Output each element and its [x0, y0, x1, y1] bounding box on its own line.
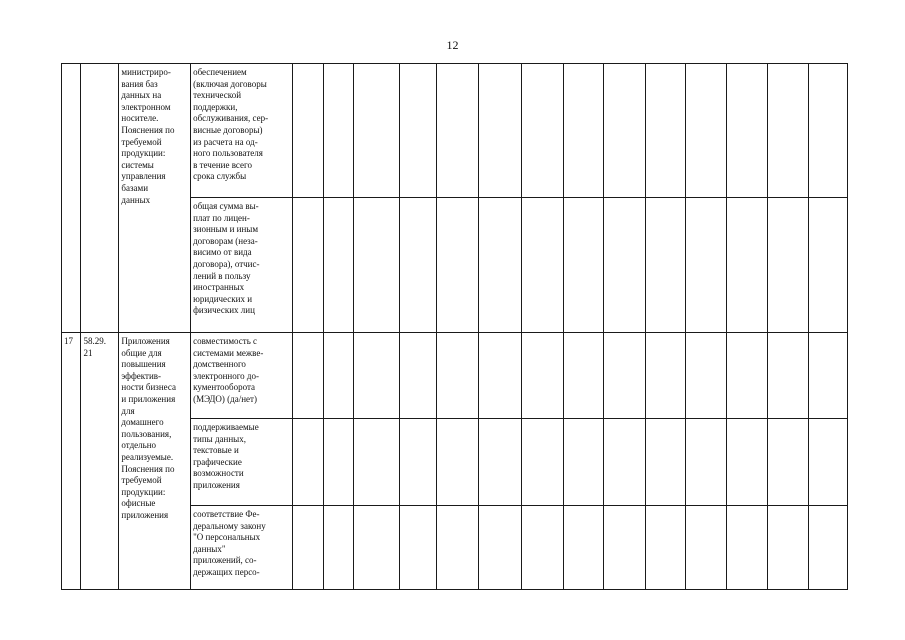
empty-cell	[646, 506, 686, 590]
empty-cell	[767, 506, 808, 590]
empty-cell	[767, 333, 808, 419]
empty-cell	[726, 419, 767, 506]
empty-cell	[292, 198, 324, 333]
empty-cell	[437, 506, 479, 590]
empty-cell	[354, 64, 400, 198]
empty-cell	[604, 198, 646, 333]
empty-cell	[324, 419, 354, 506]
empty-cell	[400, 506, 437, 590]
empty-cell	[767, 419, 808, 506]
empty-cell	[564, 506, 604, 590]
characteristic-cell: поддерживаемые типы данных, текстовые и графические возможности приложения	[191, 419, 292, 506]
empty-cell	[522, 198, 564, 333]
empty-cell	[726, 506, 767, 590]
empty-cell	[808, 333, 847, 419]
empty-cell	[808, 506, 847, 590]
empty-cell	[726, 333, 767, 419]
product-name-cell: министриро- вания баз данных на электронном носителе. Пояснения по требуемой продукции: системы управления базами данных	[119, 64, 191, 333]
empty-cell	[604, 506, 646, 590]
empty-cell	[292, 333, 324, 419]
empty-cell	[354, 506, 400, 590]
empty-cell	[400, 333, 437, 419]
empty-cell	[522, 419, 564, 506]
table-row	[62, 64, 848, 198]
empty-cell	[685, 198, 726, 333]
empty-cell	[479, 198, 522, 333]
empty-cell	[354, 333, 400, 419]
empty-cell	[808, 198, 847, 333]
empty-cell	[479, 506, 522, 590]
empty-cell	[522, 506, 564, 590]
empty-cell	[685, 333, 726, 419]
empty-cell	[354, 198, 400, 333]
empty-cell	[646, 198, 686, 333]
table-row	[62, 333, 848, 419]
characteristic-cell: обеспечением (включая договоры технической поддержки, обслуживания, сер- висные договоры) из расчета на од- ного пользователя в течение всего срока службы	[191, 64, 292, 198]
empty-cell	[685, 419, 726, 506]
empty-cell	[767, 198, 808, 333]
empty-cell	[646, 419, 686, 506]
empty-cell	[479, 419, 522, 506]
characteristic-cell: совместимость с системами межве- домственного электронного до- кументооборота (МЭДО) (да/нет)	[191, 333, 292, 419]
empty-cell	[646, 64, 686, 198]
empty-cell	[604, 64, 646, 198]
row-code-cell: 58.29. 21	[81, 333, 119, 590]
empty-cell	[726, 198, 767, 333]
page-number: 12	[446, 38, 459, 52]
product-name-cell: Приложения общие для повышения эффектив- ности бизнеса и приложения для домашнего пользования, отдельно реализуемые. Пояснения по требуемой продукции: офисные приложения	[119, 333, 191, 590]
empty-cell	[726, 64, 767, 198]
empty-cell	[324, 64, 354, 198]
empty-cell	[479, 64, 522, 198]
empty-cell	[437, 333, 479, 419]
empty-cell	[564, 419, 604, 506]
empty-cell	[292, 64, 324, 198]
empty-cell	[522, 333, 564, 419]
empty-cell	[324, 198, 354, 333]
empty-cell	[646, 333, 686, 419]
empty-cell	[479, 333, 522, 419]
empty-cell	[292, 419, 324, 506]
row-index-cell: 17	[62, 333, 81, 590]
empty-cell	[400, 64, 437, 198]
characteristic-cell: соответствие Фе- деральному закону "О персональных данных" приложений, со- держащих персо-	[191, 506, 292, 590]
empty-cell	[685, 64, 726, 198]
empty-cell	[400, 419, 437, 506]
empty-cell	[437, 64, 479, 198]
row-index-cell	[62, 64, 81, 333]
characteristic-cell: общая сумма вы- плат по лицен- зионным и иным договорам (неза- висимо от вида договора), отчис- лений в пользу иностранных юридических и физических лиц	[191, 198, 292, 333]
empty-cell	[767, 64, 808, 198]
empty-cell	[324, 506, 354, 590]
row-code-cell	[81, 64, 119, 333]
empty-cell	[292, 506, 324, 590]
empty-cell	[324, 333, 354, 419]
empty-cell	[564, 198, 604, 333]
empty-cell	[808, 419, 847, 506]
empty-cell	[400, 198, 437, 333]
requirements-table	[61, 63, 848, 590]
empty-cell	[604, 333, 646, 419]
empty-cell	[604, 419, 646, 506]
empty-cell	[564, 64, 604, 198]
empty-cell	[437, 198, 479, 333]
empty-cell	[808, 64, 847, 198]
empty-cell	[437, 419, 479, 506]
empty-cell	[522, 64, 564, 198]
empty-cell	[354, 419, 400, 506]
empty-cell	[564, 333, 604, 419]
empty-cell	[685, 506, 726, 590]
